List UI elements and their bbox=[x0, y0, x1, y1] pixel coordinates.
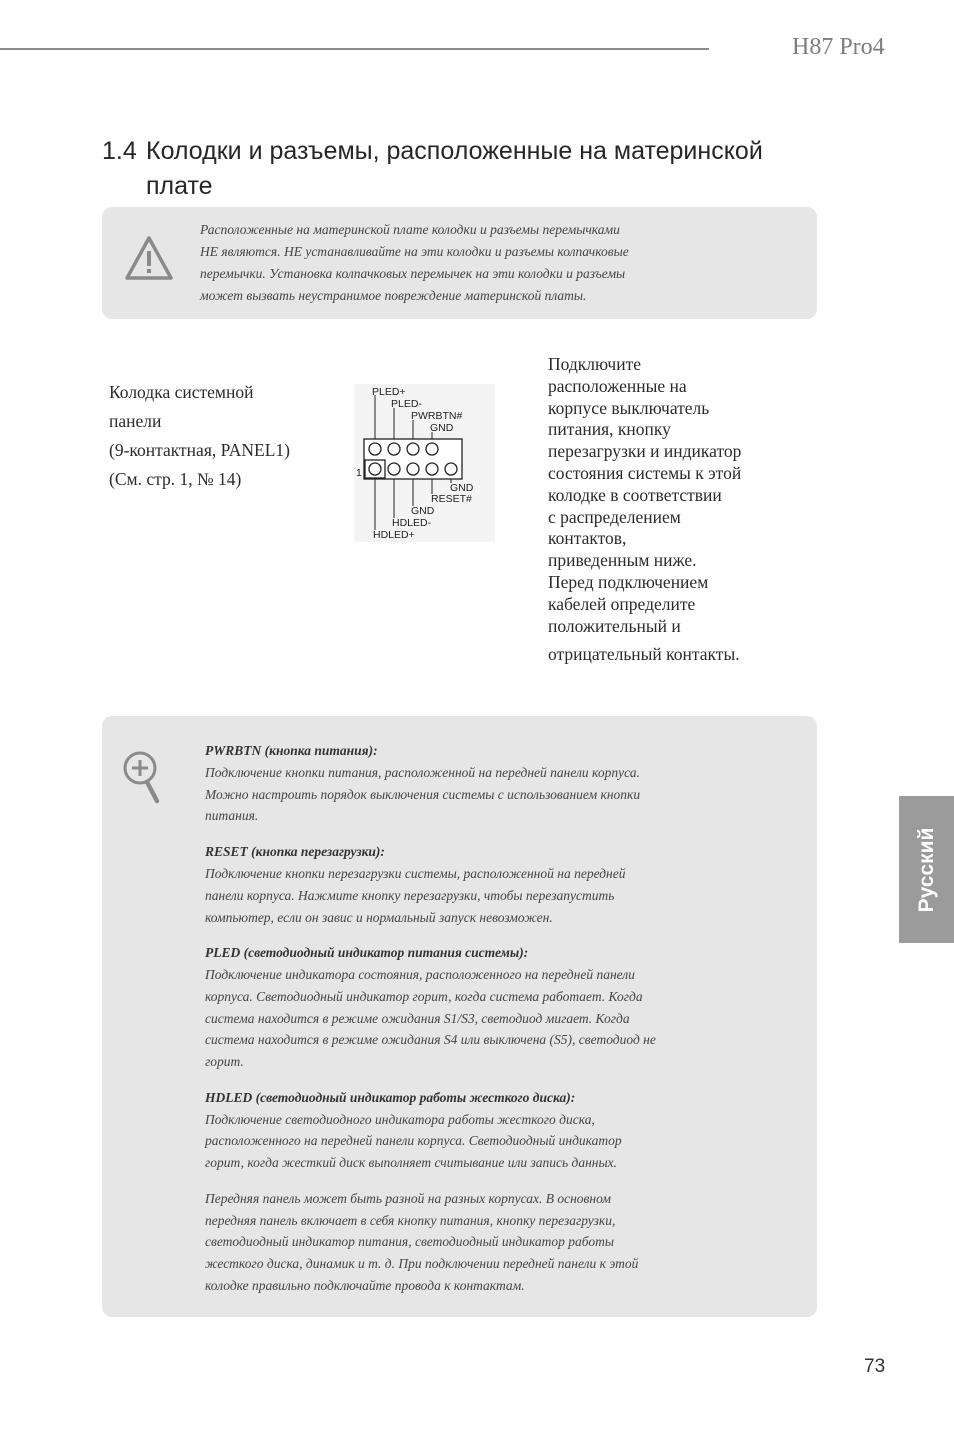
note-item-title: PWRBTN (кнопка питания): bbox=[205, 743, 378, 758]
note-footer-line: Передняя панель может быть разной на разных корпусах. В основном bbox=[205, 1190, 611, 1206]
pin-label: HDLED+ bbox=[373, 529, 415, 541]
description-line: колодке в соответствии bbox=[548, 484, 722, 505]
description-line: расположенные на bbox=[548, 375, 687, 396]
note-line: Подключение кнопки питания, расположенной на передней панели корпуса. bbox=[205, 765, 640, 780]
section-title bbox=[102, 134, 822, 204]
header-label-line: Колодка системной bbox=[109, 382, 254, 402]
note-line: система находится в режиме ожидания S4 или выключена (S5), светодиод не bbox=[205, 1032, 656, 1048]
description-last-line: отрицательный контакты. bbox=[548, 644, 740, 665]
warning-line: Расположенные на материнской плате колодки и разъемы перемычками bbox=[200, 222, 620, 237]
note-line: Подключение светодиодного индикатора работы жесткого диска, bbox=[205, 1111, 595, 1127]
warning-line: может вызвать неустранимое повреждение материнской платы. bbox=[200, 288, 587, 303]
note-footer-line: передняя панель включает в себя кнопку питания, кнопку перезагрузки, bbox=[205, 1212, 616, 1228]
header-label bbox=[109, 378, 339, 494]
note-line: система находится в режиме ожидания S1/S3, светодиод мигает. Когда bbox=[205, 1010, 630, 1026]
note-line: Можно настроить порядок выключения системы с использованием кнопки bbox=[205, 786, 641, 802]
panel-pin-diagram bbox=[354, 384, 495, 542]
description-line: корпусе выключатель bbox=[548, 397, 710, 418]
pin-label: PLED- bbox=[391, 398, 422, 410]
pin-label: PWRBTN# bbox=[411, 410, 463, 422]
note-line: расположенного на передней панели корпуса. Светодиодный индикатор bbox=[205, 1133, 622, 1149]
description-line: с распределением bbox=[548, 506, 681, 527]
pin-label: GND bbox=[411, 505, 435, 517]
note-line: горит, когда жесткий диск выполняет считывание или запись данных. bbox=[205, 1155, 617, 1171]
section-title-line1: Колодки и разъемы, расположенные на материнской bbox=[146, 137, 763, 165]
note-body bbox=[205, 740, 745, 1296]
note-item-pled bbox=[205, 942, 745, 1073]
note-line: компьютер, если он завис и нормальный запуск невозможен. bbox=[205, 909, 553, 925]
pin-label: GND bbox=[450, 482, 474, 494]
description-line: перезагрузки и индикатор bbox=[548, 441, 742, 462]
note-item-pwrbtn bbox=[205, 740, 745, 827]
magnifier-plus-icon bbox=[122, 750, 166, 806]
note-item-title: HDLED (светодиодный индикатор работы жесткого диска): bbox=[205, 1089, 576, 1105]
section-number: 1.4 bbox=[102, 137, 137, 165]
note-line: Подключение индикатора состояния, расположенного на передней панели bbox=[205, 967, 635, 983]
warning-box bbox=[102, 207, 817, 319]
note-item-reset bbox=[205, 841, 745, 928]
note-footer-line: жесткого диска, динамик и т. д. При подключении передней панели к этой bbox=[205, 1255, 639, 1271]
note-line: горит. bbox=[205, 1054, 244, 1070]
description-line: Перед подключением bbox=[548, 571, 709, 592]
model-name: H87 Pro4 bbox=[792, 34, 885, 60]
language-tab-label: Русский bbox=[914, 827, 938, 912]
description-line: положительный и bbox=[548, 615, 681, 636]
note-footer-line: колодке правильно подключайте провода к контактам. bbox=[205, 1277, 525, 1293]
warning-text bbox=[200, 219, 760, 307]
note-footer bbox=[205, 1188, 745, 1297]
warning-triangle-icon bbox=[124, 235, 174, 281]
note-item-title: PLED (светодиодный индикатор питания системы): bbox=[205, 945, 529, 961]
pin-label: PLED+ bbox=[372, 386, 406, 398]
language-tab bbox=[899, 796, 954, 943]
warning-line: НЕ являются. НЕ устанавливайте на эти колодки и разъемы колпачковые bbox=[200, 244, 629, 259]
description-line: контактов, bbox=[548, 528, 627, 549]
note-footer-line: светодиодный индикатор питания, светодиодный индикатор работы bbox=[205, 1234, 615, 1250]
header-rule bbox=[0, 48, 709, 50]
connection-description bbox=[548, 354, 778, 666]
note-line: панели корпуса. Нажмите кнопку перезагрузки, чтобы перезапустить bbox=[205, 887, 615, 903]
note-line: корпуса. Светодиодный индикатор горит, когда система работает. Когда bbox=[205, 988, 643, 1004]
pin-label: RESET# bbox=[431, 493, 472, 505]
note-line: питания. bbox=[205, 808, 259, 824]
header-label-line: (См. стр. 1, № 14) bbox=[109, 469, 242, 489]
header-label-line: (9-контактная, PANEL1) bbox=[109, 440, 290, 460]
header-label-line: панели bbox=[109, 411, 162, 431]
pin-label: GND bbox=[430, 422, 454, 434]
description-line: кабелей определите bbox=[548, 593, 696, 614]
description-line: состояния системы к этой bbox=[548, 462, 742, 483]
note-item-title: RESET (кнопка перезагрузки): bbox=[205, 844, 385, 860]
description-line: питания, кнопку bbox=[548, 419, 671, 440]
description-line: Подключите bbox=[548, 354, 642, 374]
pin-one-label: 1 bbox=[356, 467, 362, 479]
pin-label: HDLED- bbox=[392, 517, 432, 529]
note-box bbox=[102, 716, 817, 1317]
page-number: 73 bbox=[864, 1356, 886, 1377]
note-item-hdled bbox=[205, 1087, 745, 1174]
description-line: приведенным ниже. bbox=[548, 550, 697, 571]
warning-line: перемычки. Установка колпачковых перемычек на эти колодки и разъемы bbox=[200, 266, 626, 281]
note-line: Подключение кнопки перезагрузки системы, расположенной на передней bbox=[205, 866, 626, 882]
section-title-line2: плате bbox=[146, 172, 213, 200]
